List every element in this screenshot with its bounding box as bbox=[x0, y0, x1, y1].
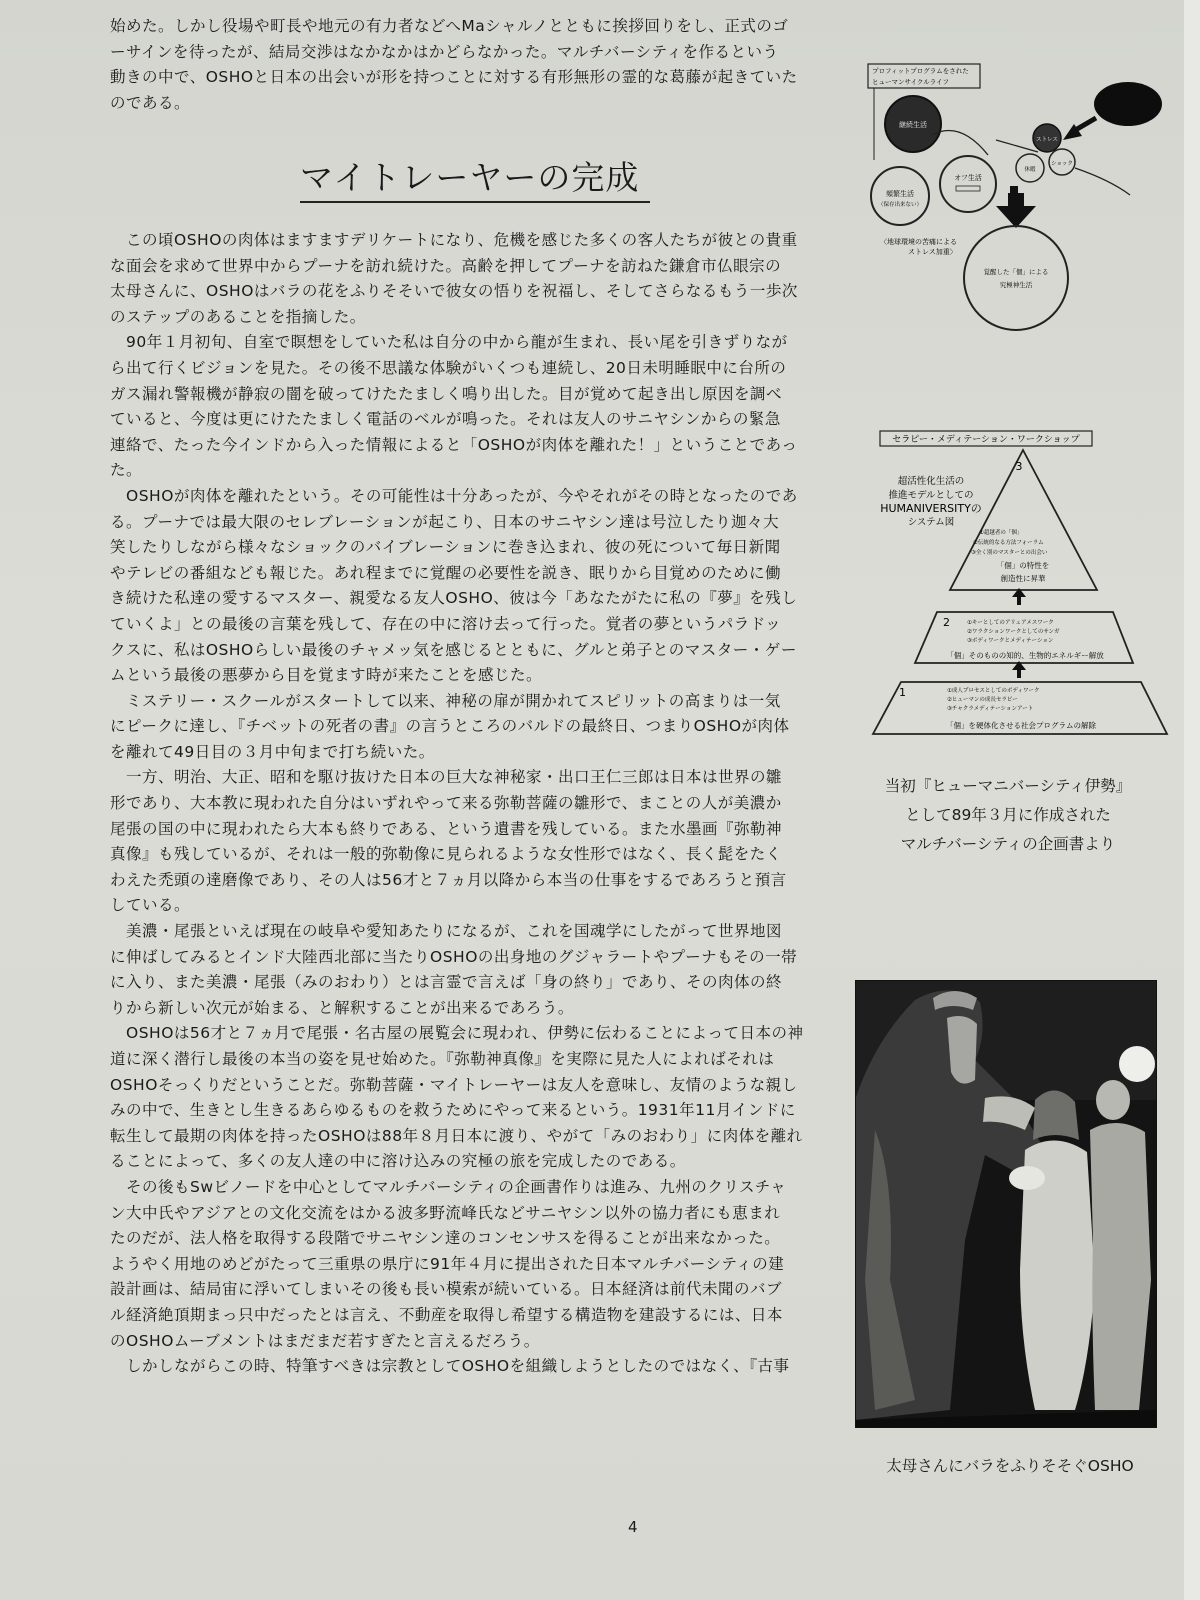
tier-line: ②ヒューマンの成長セラピー bbox=[947, 697, 1018, 703]
text-line: 形であり、大本教に現われた自分はいずれやって来る弥勒菩薩の雛形で、まことの人が美濃か bbox=[110, 794, 782, 813]
text-line: 90年１月初旬、自室で瞑想をしていた私は自分の中から龍が生まれ、長い尾を引きずりなが bbox=[110, 333, 788, 352]
text-line: ガス漏れ警報機が静寂の闇を破ってけたたましく鳴り出した。目が覚めて起き出し原因を調べ bbox=[110, 384, 783, 403]
text-line: ーサインを待ったが、結局交渉はなかなかはかどらなかった。マルチバーシティを作るという bbox=[110, 42, 779, 61]
text-line: 転生して最期の肉体を持ったOSHOは88年８月日本に渡り、やがて「みのおわり」に肉体を離れ bbox=[110, 1126, 803, 1145]
text-line: ムという最後の悪夢から目を覚ます時が来たことを感じた。 bbox=[110, 666, 543, 685]
text-line: その後もSwビノードを中心としてマルチバーシティの企画書作りは進み、九州のクリスチャ bbox=[110, 1177, 787, 1196]
text-line: 美濃・尾張といえば現在の岐阜や愛知あたりになるが、これを国魂学にしたがって世界地図 bbox=[110, 922, 783, 941]
text-line: している。 bbox=[110, 896, 191, 915]
down-arrow-head bbox=[996, 206, 1036, 228]
text-line: OSHOそっくりだということだ。弥勒菩薩・マイトレーヤーは友人を意味し、友情のような親し bbox=[110, 1075, 798, 1094]
figure-face bbox=[1096, 1080, 1130, 1120]
text-line: に伸ばしてみるとインド大陸西北部に当たりOSHOの出身地のグジャラートやプーナもその一帯 bbox=[110, 947, 798, 966]
text-line: ら出て行くビジョンを見た。その後不思議な体験がいくつも連続し、20日未明睡眠中に台所の bbox=[110, 358, 787, 377]
circle-label: ショック bbox=[1051, 161, 1073, 167]
tier-line: ①超越者の「個」 bbox=[979, 530, 1023, 536]
text-line: 設計画は、結局宙に浮いてしまいその後も長い模索が続いている。日本経済は前代未聞のバブ bbox=[110, 1280, 783, 1299]
tier-line: ③チャクラメディテーションアート bbox=[947, 706, 1034, 712]
text-line: な面会を求めて世界中からプーナを訪れ続けた。高齢を押してプーナを訪ねた鎌倉市仏眼宗の bbox=[110, 256, 782, 275]
text-line: この頃OSHOの肉体はますますデリケートになり、危機を感じた多くの客人たちが彼との貴重 bbox=[110, 231, 798, 249]
diagram-caption bbox=[858, 772, 1158, 859]
text-line: ン大中氏やアジアとの文化交流をはかる波多野流峰氏などサニヤシン以外の協力者にも恵まれ bbox=[110, 1203, 781, 1222]
text-line: ようやく用地のめどがたって三重県の県庁に91年４月に提出された日本マルチバーシティの建 bbox=[110, 1254, 785, 1273]
tier-line: 「個」の特性を bbox=[996, 561, 1050, 570]
side-label: システム図 bbox=[907, 517, 955, 528]
diagram-label-line: プロフィットプログラムをされた bbox=[872, 67, 969, 75]
caption-line: 当初『ヒューマニバーシティ伊勢』 bbox=[884, 777, 1132, 795]
text-line: 始めた。しかし役場や町長や地元の有力者などへMaシャルノとともに挨拶回りをし、正式のゴ bbox=[110, 17, 789, 35]
tier-number: 3 bbox=[1015, 460, 1023, 473]
side-label: 超活性化生活の bbox=[897, 476, 965, 487]
text-line: ル経済絶頂期まっ只中だったとは言え、不動産を取得し希望する構造物を建設するには、日本 bbox=[110, 1305, 783, 1324]
cycle-arrow bbox=[932, 131, 988, 156]
text-line: わえた禿頭の達磨像であり、その人は56才と７ヵ月以降から本当の仕事をするであろうと預言 bbox=[110, 870, 787, 889]
tier-line: ③ボディワークとメディテーション bbox=[967, 638, 1054, 644]
dark-cloud-shape bbox=[1094, 82, 1162, 126]
stress-label: 〈地球環境の苦痛による bbox=[880, 238, 957, 246]
circle-label: 覚醒した「個」による bbox=[983, 268, 1049, 276]
tier-line: ②ワラクションワークとしてのサンガ bbox=[967, 629, 1060, 635]
text-line: ることによって、多くの友人達の中に溶け込みの究極の旅を完成したのである。 bbox=[110, 1152, 686, 1171]
text-line: OSHOが肉体を離れたという。その可能性は十分あったが、今やそれがその時となったのであ bbox=[110, 486, 798, 505]
figure-robe bbox=[1090, 1123, 1151, 1410]
text-line: る。プーナでは最大限のセレブレーションが起こり、日本のサニヤシン達は号泣したり迦々大 bbox=[110, 512, 780, 531]
circle-awakened-life bbox=[964, 226, 1068, 330]
circle-label: ストレス bbox=[1036, 137, 1058, 143]
text-line: みの中で、生きとし生きるあらゆるものを救うためにやって来るという。1931年11月インドに bbox=[110, 1101, 796, 1120]
circle-label: 継続生活 bbox=[899, 121, 927, 129]
tier-line: 「個」そのものの知的、生物的エネルギー解放 bbox=[946, 651, 1104, 660]
text-line: りから新しい次元が始まる、と解釈することが出来るであろう。 bbox=[110, 998, 574, 1017]
circle-off-life bbox=[940, 156, 996, 212]
text-line: 真像』も残しているが、それは一般的弥勒像に見られるような女性形ではなく、長く髭をたく bbox=[110, 845, 782, 864]
photo-osho-rose-blessing bbox=[855, 980, 1157, 1428]
text-line: を離れて49日目の３月中旬まで打ち続いた。 bbox=[110, 742, 435, 761]
circle-label: 究極神生活 bbox=[999, 281, 1033, 289]
text-line: にピークに達し、『チベットの死者の書』の言うところのバルドの最終日、つまりOSHOが肉体 bbox=[110, 717, 790, 736]
page-edge bbox=[1184, 0, 1200, 1600]
text-line: た。 bbox=[110, 461, 143, 480]
text-line: 連絡で、たった今インドから入った情報によると「OSHOが肉体を離れた！」ということであっ bbox=[110, 435, 798, 454]
text-line: ていると、今度は更にけたたましく電話のベルが鳴った。それは友人のサニヤシンからの緊急 bbox=[110, 410, 781, 429]
text-line: き続けた私達の愛するマスター、親愛なる友人OSHO、彼は今「あなたがたに私の『夢』を残し bbox=[110, 589, 798, 608]
cycle-arrow bbox=[996, 140, 1038, 152]
humaniversity-system-diagram bbox=[855, 428, 1175, 758]
text-line: のである。 bbox=[110, 93, 191, 112]
text-line: やテレビの番組なども報じた。あれ程までに覚醒の必要性を説き、眠りから目覚めのために働 bbox=[110, 563, 782, 582]
circle-label: オフ生活 bbox=[954, 174, 982, 182]
tier-line: ①キーとしてのアリェアメスワーク bbox=[967, 620, 1054, 626]
rose-petals bbox=[1009, 1166, 1045, 1190]
text-line: しかしながらこの時、特筆すべきは宗教としてOSHOを組織しようとしたのではなく、『古事 bbox=[110, 1357, 790, 1376]
diagram-header: セラピー・メディテーション・ワークショップ bbox=[892, 435, 1080, 445]
text-line: 一方、明治、大正、昭和を駆け抜けた日本の巨大な神秘家・出口王仁三郎は日本は世界の雛 bbox=[110, 768, 783, 787]
tier-line: ②伝統的なる方法フォーラム bbox=[973, 540, 1044, 546]
caption-line: マルチバーシティの企画書より bbox=[900, 835, 1116, 853]
text-line: 道に深く潜行し最後の本当の姿を見せ始めた。『弥勒神真像』を実際に見た人によればそれは bbox=[110, 1050, 775, 1068]
circle-label: （保存出来ない） bbox=[877, 202, 923, 208]
text-line: のステップのあることを指摘した。 bbox=[110, 307, 366, 326]
tier-line: 「個」を硬体化させる社会プログラムの解除 bbox=[946, 721, 1096, 730]
section-title: マイトレーヤーの完成 bbox=[300, 152, 650, 203]
text-line: ミステリー・スクールがスタートして以来、神秘の扉が開かれてスピリットの高まりは一気 bbox=[110, 691, 781, 710]
text-line: たのだが、法人格を取得する段階でサニヤシン達のコンセンサスを得ることが出来なかった。 bbox=[110, 1229, 781, 1248]
text-line: 太母さんに、OSHOはバラの花をふりそそいで彼女の悟りを祝福し、そしてさらなるもう一歩次 bbox=[110, 282, 798, 301]
intro-paragraph bbox=[110, 14, 835, 116]
tier-number: 1 bbox=[899, 686, 906, 699]
text-line: のOSHOムーブメントはまだまだ若すぎたと言えるだろう。 bbox=[110, 1331, 540, 1350]
arrow-shaft bbox=[1008, 193, 1024, 207]
text-line: 尾張の国の中に現われたら大本も終りである、という遺書を残している。また水墨画『弥勒神 bbox=[110, 819, 783, 838]
text-line: ていくよ」との最後の言葉を残して、存在の中に溶け去って行った。覚者の夢というパラドッ bbox=[110, 614, 782, 633]
main-body bbox=[110, 228, 835, 1380]
circle-label: 頻繁生活 bbox=[886, 190, 914, 198]
text-line: クスに、私はOSHOらしい最後のチャメッ気を感じるとともに、グルと弟子とのマスター・ゲー bbox=[110, 640, 797, 659]
stress-label: ストレス加重〉 bbox=[908, 248, 957, 256]
page-number: 4 bbox=[628, 1518, 638, 1536]
tier-number: 2 bbox=[943, 616, 950, 629]
small-box bbox=[956, 186, 980, 191]
tier-line: 創造性に昇華 bbox=[1000, 574, 1046, 583]
photo-caption: 太母さんにバラをふりそそぐOSHO bbox=[886, 1457, 1134, 1475]
side-label: HUMANIVERSITYの bbox=[880, 502, 982, 515]
circle-label: 休暇 bbox=[1024, 167, 1036, 173]
human-cycle-diagram bbox=[860, 60, 1180, 350]
light-spot bbox=[1119, 1046, 1155, 1082]
text-line: 笑したりしながら様々なショックのバイブレーションに巻き込まれ、彼の死について毎日新聞 bbox=[110, 538, 781, 557]
text-line: 動きの中で、OSHOと日本の出会いが形を持つことに対する有形無形の霊的な葛藤が起きていた bbox=[110, 68, 798, 87]
tier-line: ①成人プロセスとしてのボディワーク bbox=[947, 688, 1040, 694]
cycle-arrow bbox=[1075, 168, 1130, 195]
text-line: OSHOは56才と７ヵ月で尾張・名古屋の展覧会に現われ、伊勢に伝わることによって日本の神 bbox=[110, 1024, 804, 1043]
side-label: 推進モデルとしての bbox=[888, 490, 974, 501]
diagram-label-line: ヒューマンサイクルライフ bbox=[872, 78, 949, 86]
tier-line: ③全く別のマスターとの出会い bbox=[971, 550, 1048, 556]
text-line: に入り、また美濃・尾張（みのおわり）とは言霊で言えば「身の終り」であり、その肉体の終 bbox=[110, 973, 783, 992]
caption-line: として89年３月に作成された bbox=[905, 806, 1111, 824]
